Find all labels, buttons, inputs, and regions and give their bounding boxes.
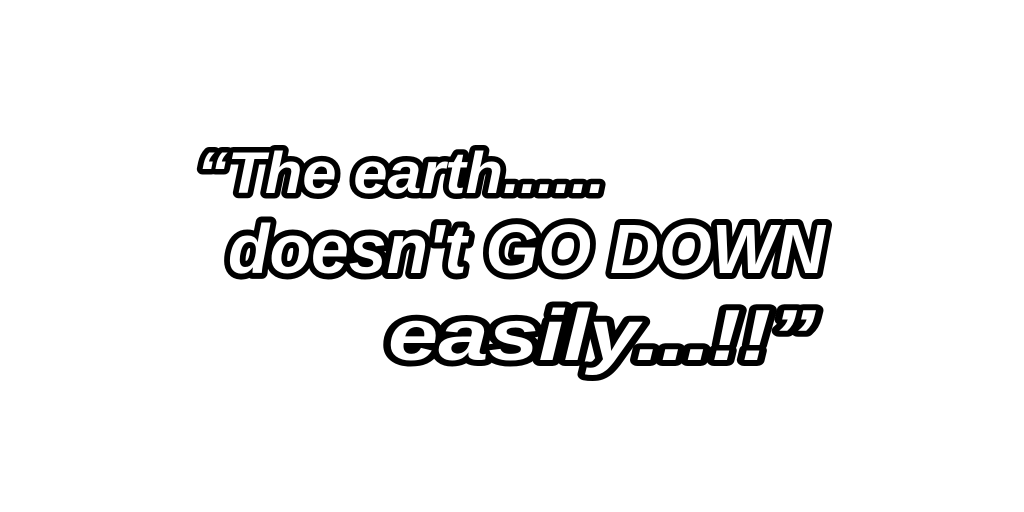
quote-line-1: “The earth...... <box>197 141 605 206</box>
quote-line-2: doesn't GO DOWN <box>228 210 827 288</box>
quote-line-3: easily...!!” <box>388 296 816 376</box>
